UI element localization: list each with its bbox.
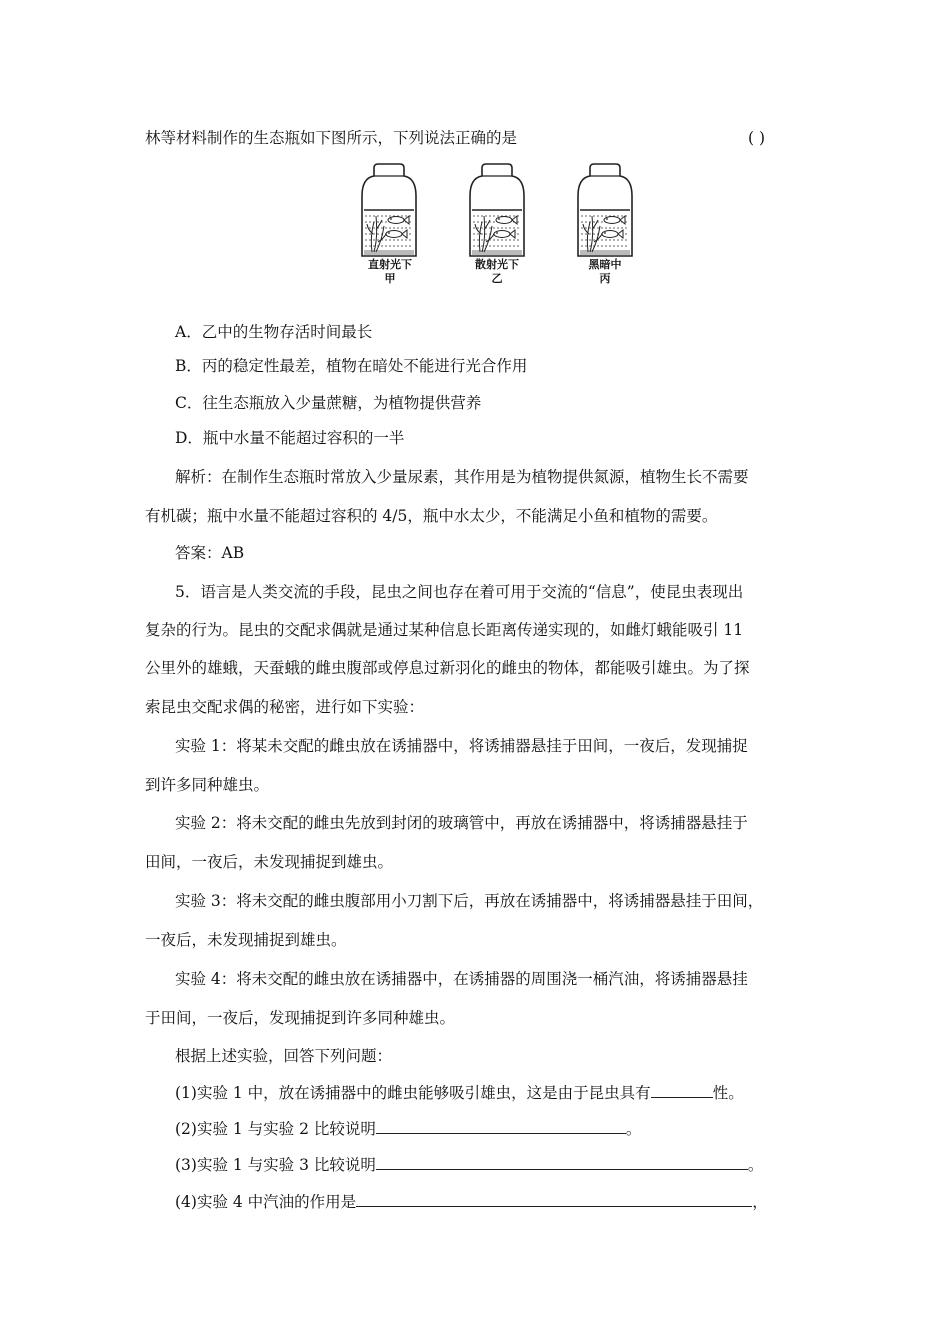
answer-blank[interactable] [376, 1119, 626, 1134]
option-b: B．丙的稳定性最差，植物在暗处不能进行光合作用 [175, 357, 528, 375]
experiment-2-line: 田间，一夜后，未发现捕捉到雄虫。 [145, 853, 394, 871]
sub-question-1 [175, 1083, 744, 1103]
sub-question-3 [175, 1155, 763, 1175]
analysis-line: 解析：在制作生态瓶时常放入少量尿素，其作用是为植物提供氮源，植物生长不需要 [175, 468, 749, 486]
answer-blank[interactable] [651, 1083, 713, 1098]
experiment-4-line: 于田间，一夜后，发现捕捉到许多同种雄虫。 [145, 1009, 456, 1027]
stem-text: 林等材料制作的生态瓶如下图所示，下列说法正确的是 [145, 129, 518, 147]
analysis-line: 有机碳；瓶中水量不能超过容积的 4/5，瓶中水太少，不能满足小鱼和植物的需要。 [145, 507, 718, 525]
sub-question-text: (2)实验 1 与实验 2 比较说明 [175, 1120, 376, 1138]
q5-prompt: 根据上述实验，回答下列问题： [175, 1047, 393, 1065]
caption-condition: 黑暗中 [588, 258, 622, 271]
caption-label: 丙 [599, 272, 611, 285]
answer-blank[interactable] [376, 1155, 748, 1170]
experiment-1-line: 到许多同种雄虫。 [145, 776, 270, 794]
sub-question-suffix: 性。 [712, 1084, 744, 1102]
answer-blank[interactable] [356, 1192, 752, 1207]
sub-question-4 [175, 1192, 768, 1212]
experiment-4-line: 实验 4：将未交配的雌虫放在诱捕器中，在诱捕器的周围浇一桶汽油，将诱捕器悬挂 [175, 970, 748, 988]
bottle-yi [470, 164, 524, 256]
q5-intro-line: 公里外的雄蛾，天蚕蛾的雌虫腹部或停息过新羽化的雌虫的物体，都能吸引雄虫。为了探 [145, 659, 750, 677]
experiment-3-line: 一夜后，未发现捕捉到雄虫。 [145, 931, 347, 949]
answer-bracket: ( ) [748, 129, 766, 147]
experiment-2-line: 实验 2：将未交配的雌虫先放到封闭的玻璃管中，再放在诱捕器中，将诱捕器悬挂于 [175, 814, 748, 832]
bottle-caption-jia [357, 258, 423, 286]
q5-intro-line: 5．语言是人类交流的手段，昆虫之间也存在着可用于交流的“信息”，使昆虫表现出 [175, 583, 744, 601]
experiment-3-line: 实验 3：将未交配的雌虫腹部用小刀割下后，再放在诱捕器中，将诱捕器悬挂于田间， [175, 892, 764, 910]
sub-question-suffix: ， [752, 1193, 768, 1211]
option-a: A．乙中的生物存活时间最长 [175, 323, 373, 341]
caption-label: 乙 [491, 272, 503, 285]
q5-intro-line: 索昆虫交配求偶的秘密，进行如下实验： [145, 698, 425, 716]
bottle-caption-bing [572, 258, 638, 286]
caption-condition: 直射光下 [368, 258, 412, 271]
q5-intro-line: 复杂的行为。昆虫的交配求偶就是通过某种信息长距离传递实现的，如雌灯蛾能吸引 11 [145, 621, 744, 639]
caption-label: 甲 [384, 272, 396, 285]
sub-question-text: (4)实验 4 中汽油的作用是 [175, 1193, 357, 1211]
sub-question-2 [175, 1119, 641, 1139]
sub-question-text: (3)实验 1 与实验 3 比较说明 [175, 1156, 376, 1174]
question-stem [145, 128, 517, 148]
experiment-1-line: 实验 1：将某未交配的雌虫放在诱捕器中，将诱捕器悬挂于田间，一夜后，发现捕捉 [175, 737, 748, 755]
bottle-bing [578, 164, 632, 256]
sub-question-suffix: 。 [747, 1156, 764, 1174]
bottle-jia [362, 164, 416, 256]
bottle-caption-yi [464, 258, 530, 286]
answer-line: 答案：AB [175, 544, 245, 562]
option-c: C．往生态瓶放入少量蔗糖，为植物提供营养 [175, 394, 482, 412]
option-d: D．瓶中水量不能超过容积的一半 [175, 429, 405, 447]
caption-condition: 散射光下 [475, 258, 519, 271]
sub-question-suffix: 。 [625, 1120, 642, 1138]
sub-question-text: (1)实验 1 中，放在诱捕器中的雌虫能够吸引雄虫，这是由于昆虫具有 [175, 1084, 651, 1102]
